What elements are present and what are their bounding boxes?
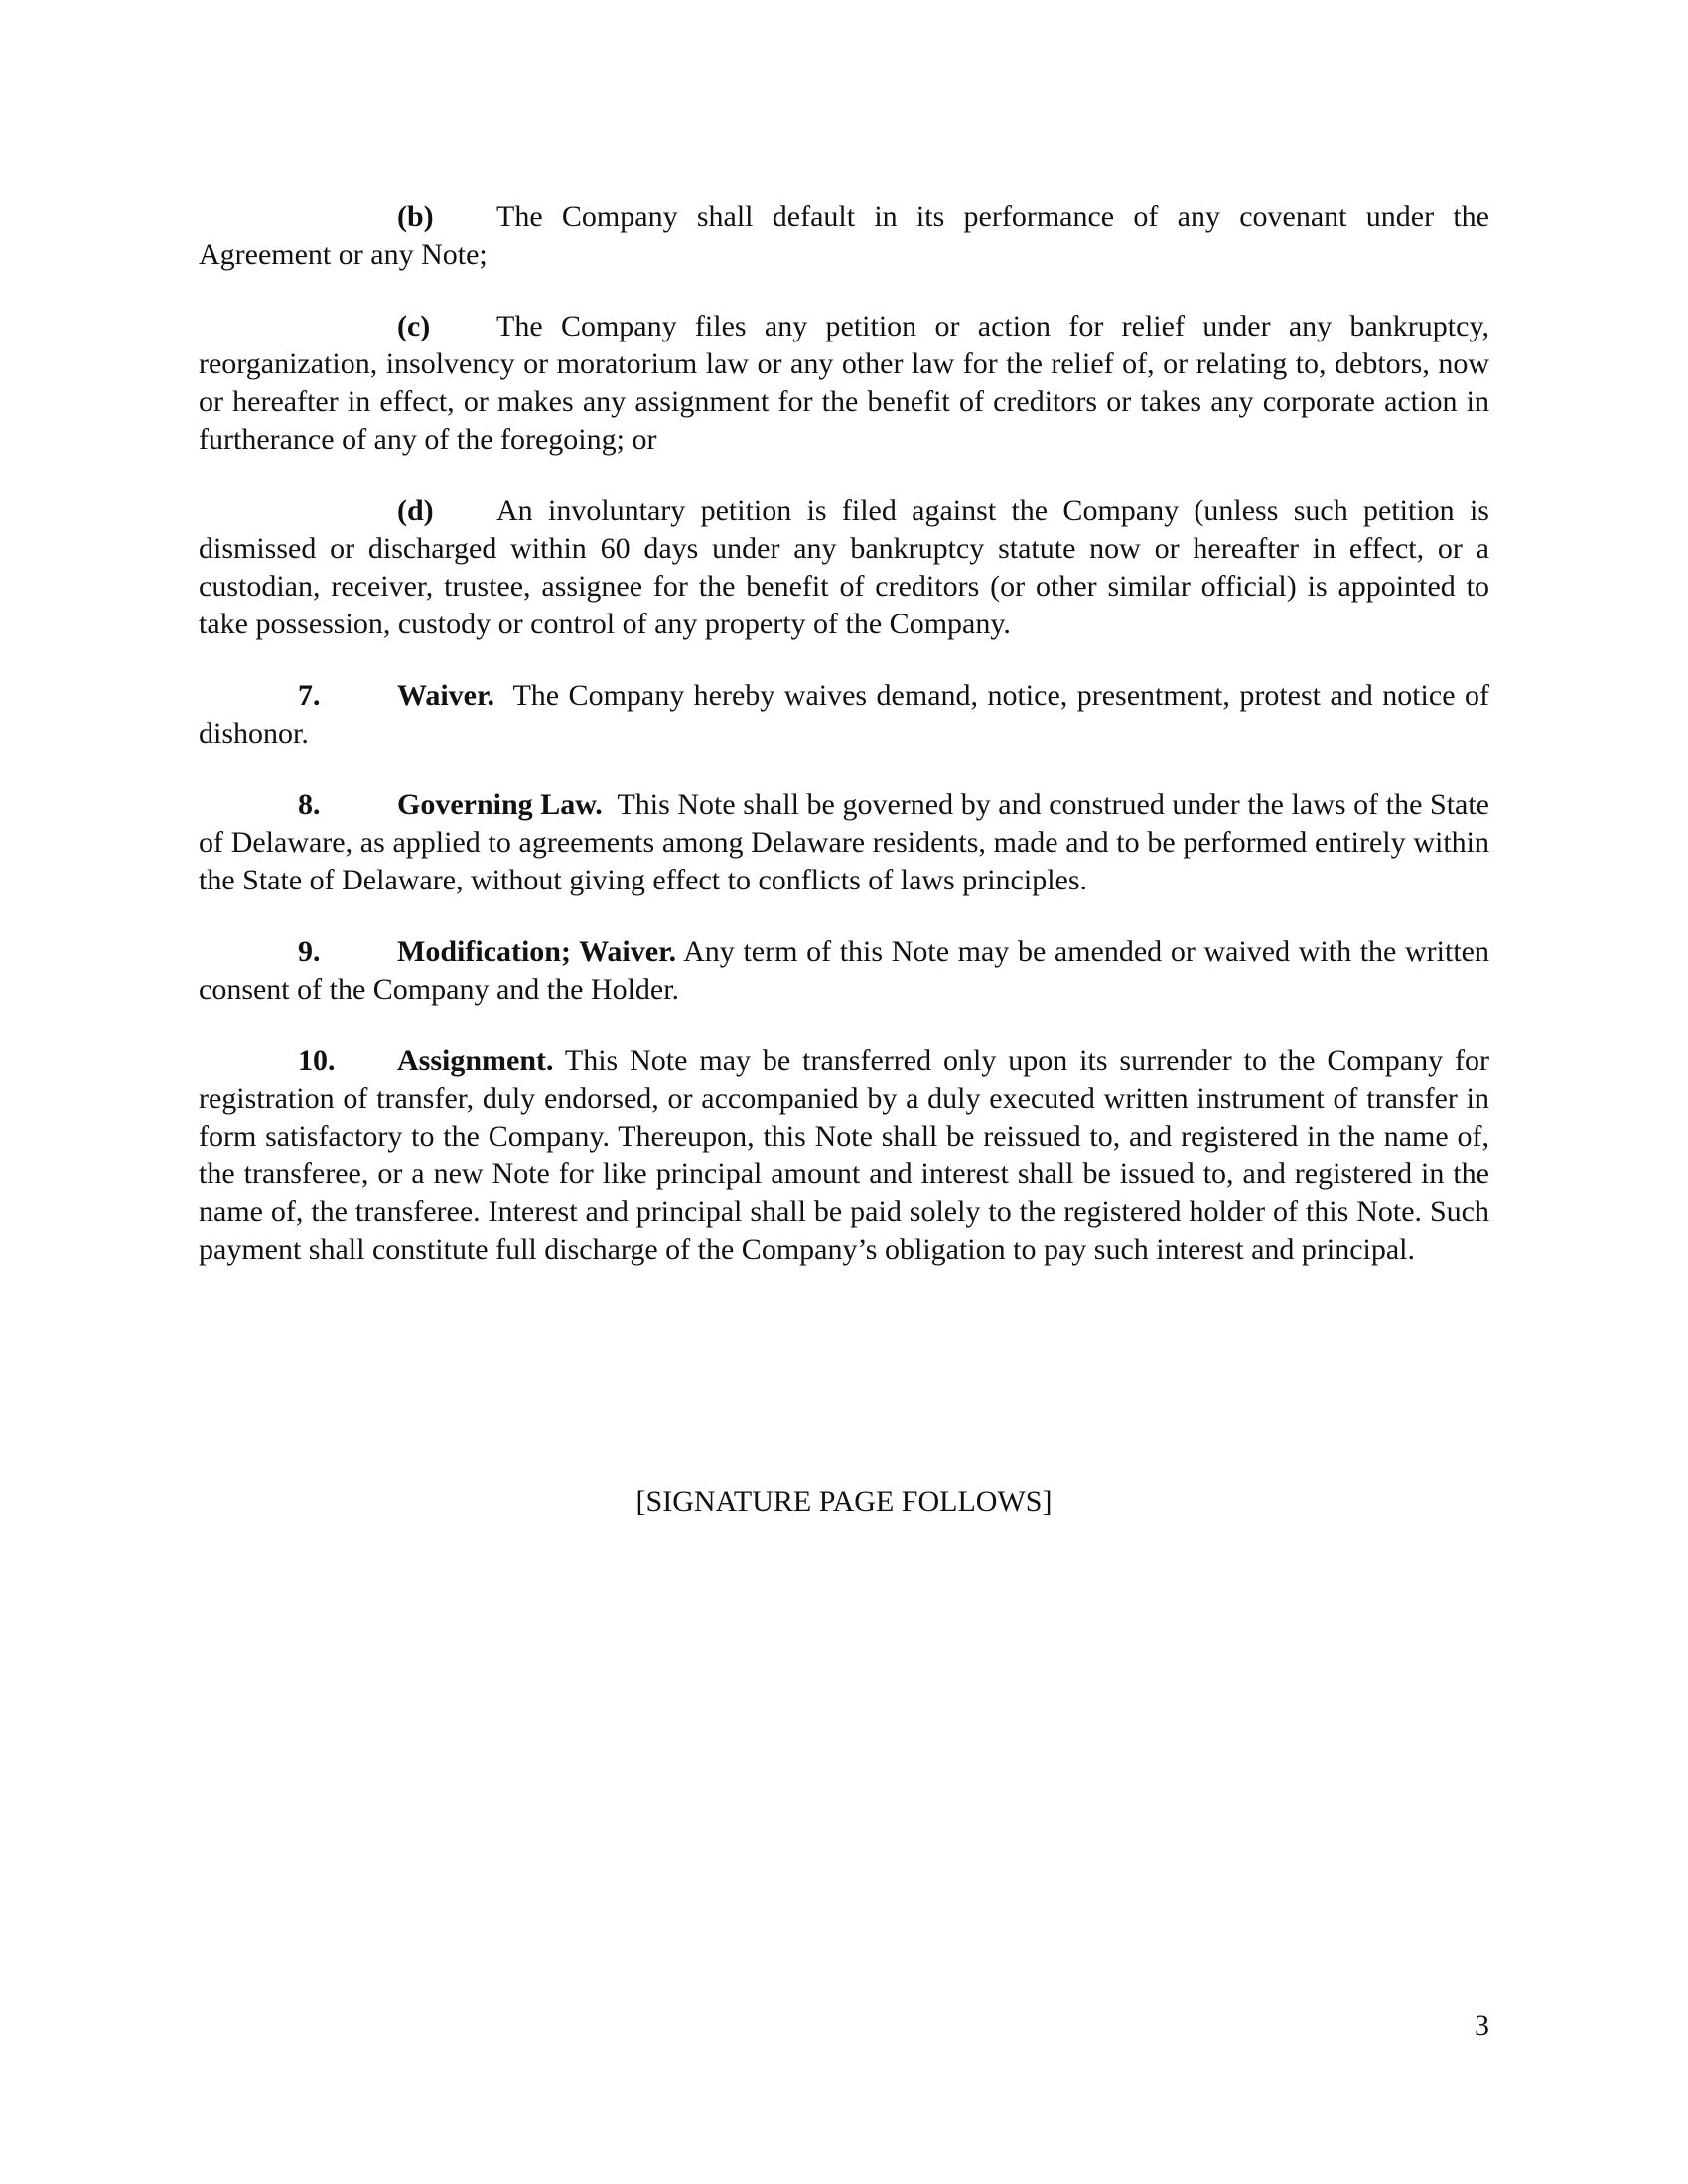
section-10 [199, 1042, 1489, 1269]
paragraph-d [199, 492, 1489, 643]
paragraph-b-text: The Company shall default in its performance of any covenant under the Agreement or any Note; [199, 201, 1489, 271]
section-7-number: 7. [298, 679, 321, 712]
section-7-text: The Company hereby waives demand, notice, presentment, protest and notice of dishonor. [199, 679, 1489, 750]
section-9-text: Any term of this Note may be amended or waived with the written consent of the Company and the Holder. [199, 935, 1489, 1006]
paragraph-c [199, 308, 1489, 459]
document-body [199, 199, 1489, 1269]
section-10-number: 10. [298, 1044, 336, 1077]
section-9-heading: Modification; Waiver. [397, 935, 677, 968]
section-9 [199, 933, 1489, 1009]
paragraph-d-marker: (d) [397, 494, 434, 527]
paragraph-c-marker: (c) [397, 310, 431, 342]
section-8-number: 8. [298, 788, 321, 821]
paragraph-c-text: The Company files any petition or action for relief under any bankruptcy, reorganization, insolvency or moratorium law or any other law for the relief of, or relating to, debtors, now or hereafter in effect, or makes any assignment for the benefit of creditors or takes any corporate action in furtherance of any of the foregoing; or [199, 310, 1489, 456]
section-8-text: This Note shall be governed by and construed under the laws of the State of Delaware, as applied to agreements among Delaware residents, made and to be performed entirely within the State of Delaware, without giving effect to conflicts of laws principles. [199, 788, 1489, 896]
page-number: 3 [1475, 2009, 1489, 2042]
paragraph-b [199, 199, 1489, 274]
paragraph-d-text: An involuntary petition is filed against the Company (unless such petition is dismissed or discharged within 60 days under any bankruptcy statute now or hereafter in effect, or a custodian, receiver, trustee, assignee for the benefit of creditors (or other similar official) is appointed to take possession, custody or control of any property of the Company. [199, 494, 1489, 640]
section-7-heading: Waiver. [397, 679, 495, 712]
signature-page-note: [SIGNATURE PAGE FOLLOWS] [635, 1485, 1053, 1518]
section-10-heading: Assignment. [397, 1044, 554, 1077]
section-9-number: 9. [298, 935, 321, 968]
paragraph-b-marker: (b) [397, 201, 434, 233]
section-8-heading: Governing Law. [397, 788, 603, 821]
section-7 [199, 677, 1489, 752]
section-8 [199, 786, 1489, 899]
section-10-text: This Note may be transferred only upon its surrender to the Company for registration of transfer, duly endorsed, or accompanied by a duly executed written instrument of transfer in form satisfactory to the Company. Thereupon, this Note shall be reissued to, and registered in the name of, the transferee, or a new Note for like principal amount and interest shall be issued to, and registered in the name of, the transferee. Interest and principal shall be paid solely to the registered holder of this Note. Such payment shall constitute full discharge of the Company’s obligation to pay such interest and principal. [199, 1044, 1489, 1266]
